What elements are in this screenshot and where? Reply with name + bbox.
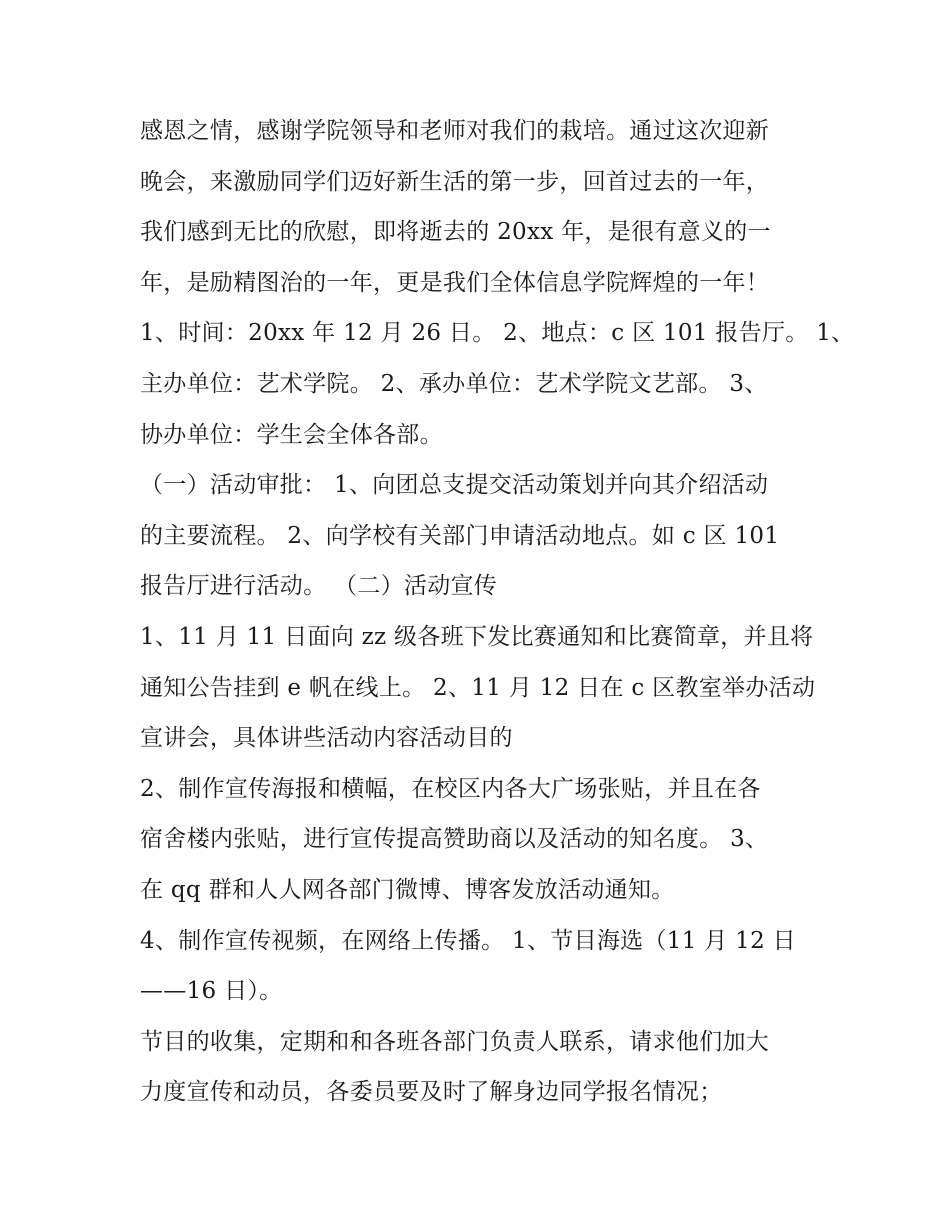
text-line: 感恩之情，感谢学院领导和老师对我们的栽培。通过这次迎新 bbox=[140, 118, 770, 144]
text-line: 报告厅进行活动。 （二）活动宣传 bbox=[140, 573, 498, 600]
text-line: 宿舍楼内张贴，进行宣传提高赞助商以及活动的知名度。 3、 bbox=[140, 826, 769, 853]
text-line: 年，是励精图治的一年，更是我们全体信息学院辉煌的一年！ bbox=[140, 269, 770, 296]
text-line: 力度宣传和动员，各委员要及时了解身边同学报名情况； bbox=[140, 1079, 723, 1106]
text-line: 节目的收集，定期和和各班各部门负责人联系，请求他们加大 bbox=[140, 1028, 770, 1055]
text-line: 1、时间：20xx 年 12 月 26 日。 2、地点：c 区 101 报告厅。 1、 bbox=[140, 320, 855, 347]
text-line: 协办单位：学生会全体各部。 bbox=[140, 421, 443, 448]
text-line: 2、制作宣传海报和横幅，在校区内各大广场张贴，并且在各 bbox=[140, 775, 761, 802]
text-line: 我们感到无比的欣慰，即将逝去的 20xx 年，是很有意义的一 bbox=[140, 219, 771, 246]
text-line: ——16 日）。 bbox=[140, 978, 283, 1005]
text-line: 在 qq 群和人人网各部门微博、博客发放活动通知。 bbox=[140, 876, 675, 903]
text-line: 的主要流程。 2、向学校有关部门申请活动地点。如 c 区 101 bbox=[140, 522, 780, 549]
text-line: 晚会，来激励同学们迈好新生活的第一步，回首过去的一年， bbox=[140, 168, 770, 195]
text-line: 宣讲会，具体讲些活动内容活动目的 bbox=[140, 725, 513, 752]
text-line: 4、制作宣传视频，在网络上传播。 1、节目海选（11 月 12 日 bbox=[140, 927, 796, 954]
text-line: （一）活动审批： 1、向团总支提交活动策划并向其介绍活动 bbox=[140, 472, 769, 499]
text-line: 主办单位：艺术学院。 2、承办单位：艺术学院文艺部。 3、 bbox=[140, 370, 768, 397]
document-body bbox=[140, 106, 855, 1118]
text-line: 1、11 月 11 日面向 zz 级各班下发比赛通知和比赛简章，并且将 bbox=[140, 623, 814, 650]
text-line: 通知公告挂到 e 帆在线上。 2、11 月 12 日在 c 区教室举办活动 bbox=[140, 674, 816, 701]
